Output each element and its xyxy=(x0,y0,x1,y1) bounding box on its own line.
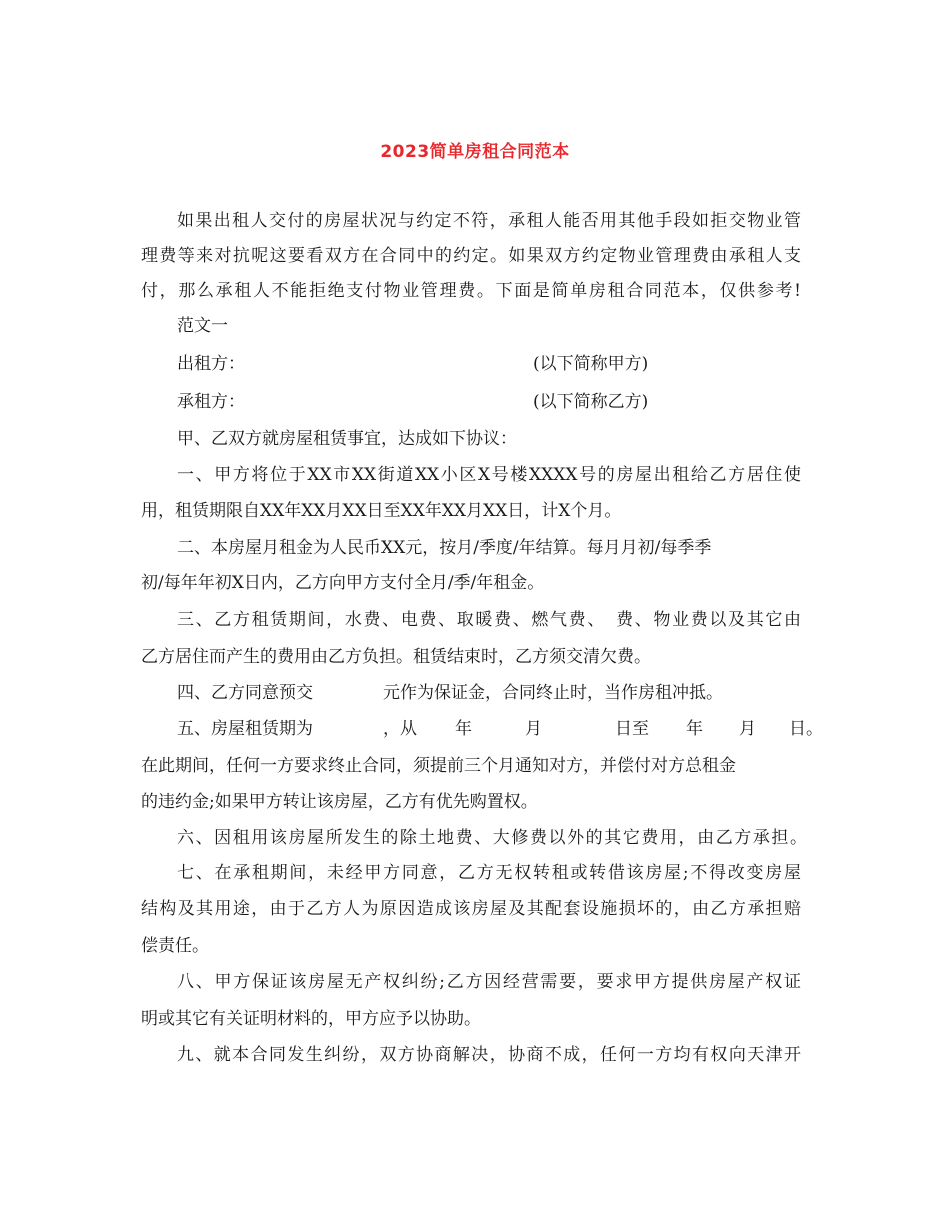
sample-label: 范文一 xyxy=(177,316,228,336)
clause-2-line-1: 二、本房屋月租金为人民币XX元，按月/季度/年结算。每月月初/每季季 xyxy=(177,538,712,558)
intro-line-3: 付，那么承租人不能拒绝支付物业管理费。下面是简单房租合同范本，仅供参考! xyxy=(141,281,801,301)
clause-5-part-a: 五、房屋租赁期为 xyxy=(177,719,313,739)
intro-line-2: 理费等来对抗呢这要看双方在合同中的约定。如果双方约定物业管理费由承租人支 xyxy=(141,246,801,266)
clause-3-line-1: 三、乙方租赁期间，水费、电费、取暖费、燃气费、 费、物业费以及其它由 xyxy=(177,610,801,630)
document-title: 2023简单房租合同范本 xyxy=(380,142,570,162)
clause-1-line-2: 用，租赁期限自XX年XX月XX日至XX年XX月XX日，计X个月。 xyxy=(141,501,622,521)
clause-5-part-b: ，从 xyxy=(383,719,417,739)
clause-4-part-a: 四、乙方同意预交 xyxy=(177,683,313,703)
clause-9-line-1: 九、就本合同发生纠纷，双方协商解决，协商不成，任何一方均有权向天津开 xyxy=(177,1045,801,1065)
clause-5-part-c: 年 xyxy=(455,719,472,739)
lessee-note: (以下简称乙方) xyxy=(533,392,649,412)
clause-5-part-d: 月 xyxy=(525,719,542,739)
clause-5-line-2: 在此期间，任何一方要求终止合同，须提前三个月通知对方，并偿付对方总租金 xyxy=(141,756,736,776)
clause-7-line-3: 偿责任。 xyxy=(141,936,209,956)
clause-1-line-1: 一、甲方将位于XX市XX街道XX小区X号楼XXXX号的房屋出租给乙方居住使 xyxy=(177,465,801,485)
clause-6: 六、因租用该房屋所发生的除土地费、大修费以外的其它费用，由乙方承担。 xyxy=(177,828,807,848)
clause-5-part-g: 月 xyxy=(739,719,756,739)
clause-7-line-1: 七、在承租期间，未经甲方同意，乙方无权转租或转借该房屋;不得改变房屋 xyxy=(177,863,801,883)
clause-8-line-2: 明或其它有关证明材料的，甲方应予以协助。 xyxy=(141,1009,481,1029)
lessor-label: 出租方： xyxy=(177,354,245,374)
lessor-note: (以下简称甲方) xyxy=(533,354,649,374)
agreement-intro: 甲、乙双方就房屋租赁事宜，达成如下协议： xyxy=(177,429,517,449)
clause-8-line-1: 八、甲方保证该房屋无产权纠纷;乙方因经营需要，要求甲方提供房屋产权证 xyxy=(177,972,801,992)
clause-5-part-e: 日至 xyxy=(615,719,649,739)
clause-3-line-2: 乙方居住而产生的费用由乙方负担。租赁结束时，乙方须交清欠费。 xyxy=(141,647,651,667)
clause-5-line-3: 的违约金;如果甲方转让该房屋，乙方有优先购置权。 xyxy=(141,792,538,812)
intro-line-1: 如果出租人交付的房屋状况与约定不符，承租人能否用其他手段如拒交物业管 xyxy=(177,211,801,231)
lessee-label: 承租方： xyxy=(177,392,245,412)
clause-7-line-2: 结构及其用途，由于乙方人为原因造成该房屋及其配套设施损坏的，由乙方承担赔 xyxy=(141,899,801,919)
clause-4-part-b: 元作为保证金，合同终止时，当作房租冲抵。 xyxy=(383,683,723,703)
clause-5-part-f: 年 xyxy=(686,719,703,739)
clause-5-part-h: 日。 xyxy=(789,719,823,739)
clause-2-line-2: 初/每年年初X日内，乙方向甲方支付全月/季/年租金。 xyxy=(141,573,545,593)
